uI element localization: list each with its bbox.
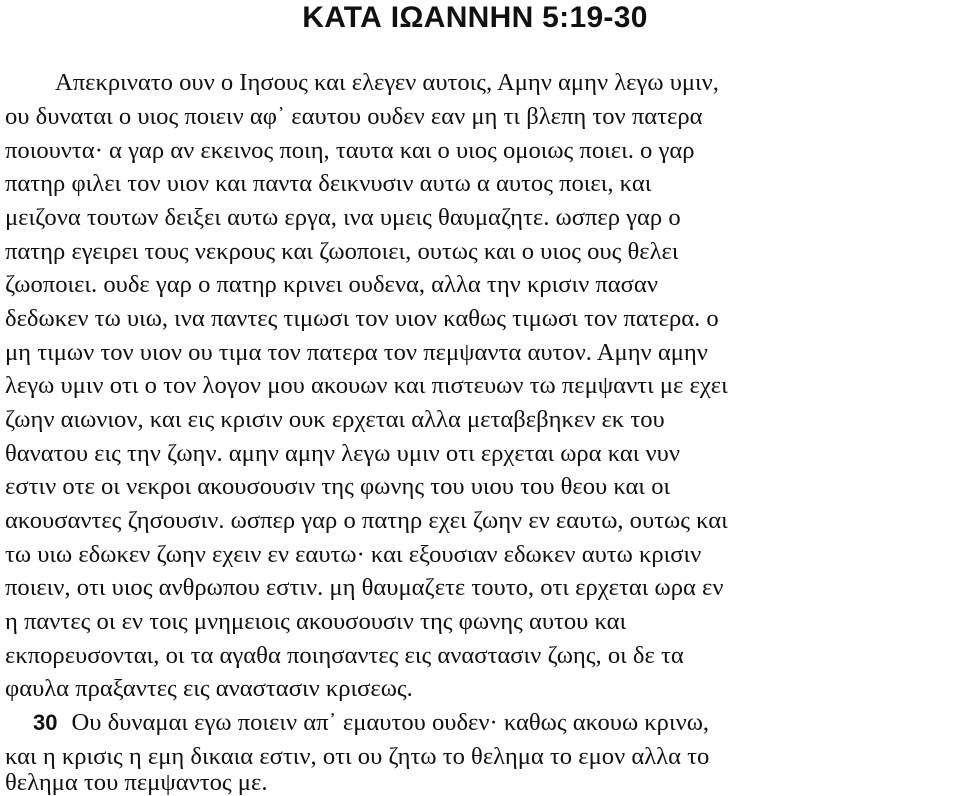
text-line: θανατου εις την ζωην. αμην αμην λεγω υμιν οτι ερχεται ωρα και νυν [5,440,680,467]
verse-number: 30 [33,710,58,735]
verse-30-line [33,707,709,739]
text-line: ακουσαντες ζησουσιν. ωσπερ γαρ ο πατηρ εχει ζωην εν εαυτω, ουτως και [5,507,728,534]
text-line: μη τιμων τον υιον ου τιμα τον πατερα τον πεμψαντα αυτον. Αμην αμην [5,339,708,366]
text-line [5,769,268,796]
text-line: ζωην αιωνιον, και εις κρισιν ουκ ερχεται αλλα μεταβεβηκεν εκ του [5,406,665,433]
text-line: και η κρισις η εμη δικαια εστιν, οτι ου ζητω το θελημα το εμον αλλα το [5,743,710,770]
text-line: μειζονα τουτων δειξει αυτω εργα, ινα υμεις θαυμαζητε. ωσπερ γαρ ο [5,204,681,231]
page-title: ΚΑΤΑ ΙΩΑΝΝΗΝ 5:19-30 [302,1,648,34]
text-line: φαυλα πραξαντες εις αναστασιν κρισεως. [5,675,413,702]
verse-30-text: Ου δυναμαι εγω ποιειν απ᾽ εμαυτου ουδεν· καθως ακουω κρινω, [71,709,710,736]
text-line: δεδωκεν τω υιω, ινα παντες τιμωσι τον υιον καθως τιμωσι τον πατερα. ο [5,305,719,332]
text-line: πατηρ φιλει τον υιον και παντα δεικνυσιν αυτω α αυτος ποιει, και [5,170,652,197]
text-line: εκπορευσονται, οι τα αγαθα ποιησαντες εις αναστασιν ζωης, οι δε τα [5,642,684,669]
text-line: ποιουντα· α γαρ αν εκεινος ποιη, ταυτα και ο υιος ομοιως ποιει. ο γαρ [5,137,695,164]
text-line-content: θελημα του πεμψαντος με. [5,769,268,796]
text-line: ποιειν, οτι υιος ανθρωπου εστιν. μη θαυμαζετε τουτο, οτι ερχεται ωρα εν [5,574,724,601]
text-line: εστιν οτε οι νεκροι ακουσουσιν της φωνης του υιου του θεου και οι [5,473,671,500]
text-line: η παντες οι εν τοις μνημειοις ακουσουσιν της φωνης αυτου και [5,608,627,635]
text-line: λεγω υμιν οτι ο τον λογον μου ακουων και πιστευων τω πεμψαντι με εχει [5,372,728,399]
text-line: πατηρ εγειρει τους νεκρους και ζωοποιει, ουτως και ο υιος ους θελει [5,238,679,265]
text-line: ου δυναται ο υιος ποιειν αφ᾽ εαυτου ουδεν εαν μη τι βλεπη τον πατερα [5,103,703,130]
text-line: τω υιω εδωκεν ζωην εχειν εν εαυτω· και εξουσιαν εδωκεν αυτω κρισιν [5,541,702,568]
text-line: ζωοποιει. ουδε γαρ ο πατηρ κρινει ουδενα, αλλα την κρισιν πασαν [5,271,658,298]
text-line: Απεκρινατο ουν ο Ιησους και ελεγεν αυτοις, Αμην αμην λεγω υμιν, [55,69,719,96]
